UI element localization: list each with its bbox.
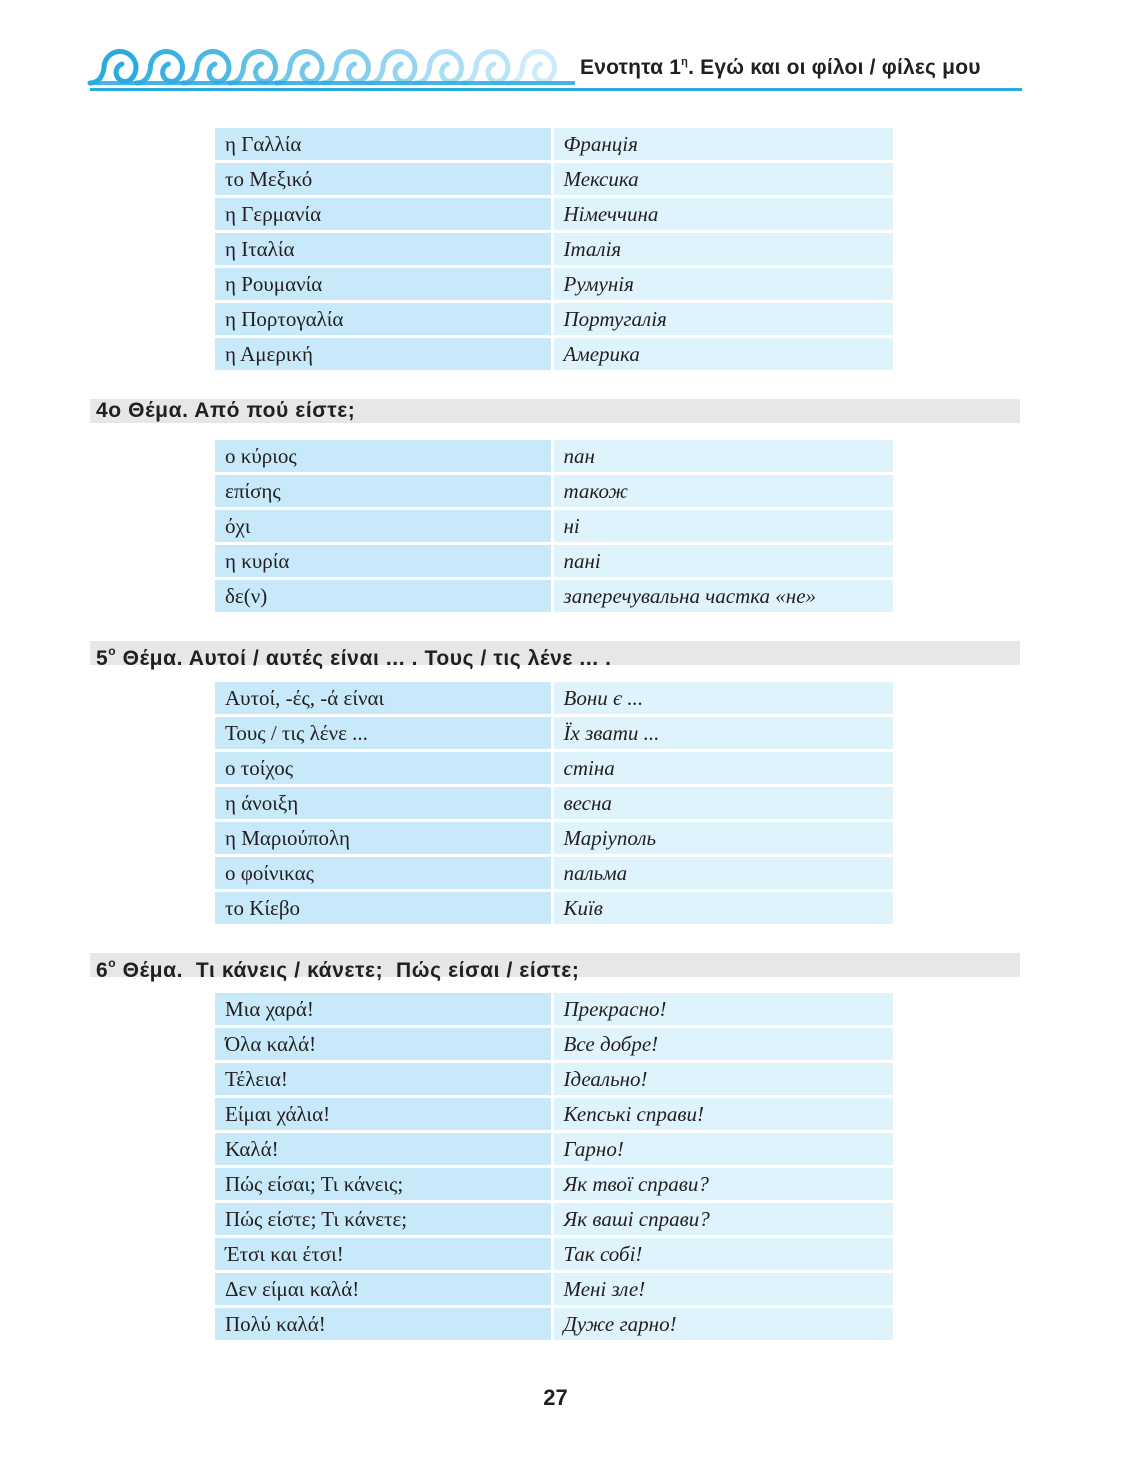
greek-term: επίσης	[215, 474, 552, 509]
greek-term: η κυρία	[215, 544, 552, 579]
table-row	[215, 1062, 893, 1097]
greek-term: Έτσι και έτσι!	[215, 1237, 552, 1272]
ukrainian-translation: пані	[552, 544, 893, 579]
table-row	[215, 337, 893, 372]
table-row	[215, 1272, 893, 1307]
vocabulary-table-section-4	[215, 440, 893, 615]
greek-term: Δεν είμαι καλά!	[215, 1272, 552, 1307]
table-row	[215, 232, 893, 267]
greek-term: ο κύριος	[215, 440, 552, 474]
ukrainian-translation: Як ваші справи?	[552, 1202, 893, 1237]
table-row	[215, 993, 893, 1027]
header-title: Ενοτητα $1^\eta$. Εγώ και οι φίλοι / φίλες μου	[580, 56, 981, 79]
greek-term: Όλα καλά!	[215, 1027, 552, 1062]
greek-term: Τους / τις λένε ...	[215, 716, 552, 751]
greek-term: Μια χαρά!	[215, 993, 552, 1027]
ukrainian-translation: Німеччина	[552, 197, 893, 232]
ukrainian-translation: Так собі!	[552, 1237, 893, 1272]
ukrainian-translation: Дуже гарно!	[552, 1307, 893, 1342]
greek-term: η Ρουμανία	[215, 267, 552, 302]
greek-term: το Μεξικό	[215, 162, 552, 197]
ukrainian-translation: Мені зле!	[552, 1272, 893, 1307]
table-row	[215, 267, 893, 302]
table-row	[215, 544, 893, 579]
greek-term: η Γαλλία	[215, 128, 552, 162]
greek-term: ο φοίνικας	[215, 856, 552, 891]
greek-term: η Γερμανία	[215, 197, 552, 232]
wave-scroll	[183, 52, 229, 83]
ukrainian-translation: Кепські справи!	[552, 1097, 893, 1132]
table-row	[215, 1097, 893, 1132]
table-row	[215, 716, 893, 751]
vocabulary-table-section-6	[215, 993, 893, 1343]
wave-scroll	[276, 52, 322, 83]
wave-scroll	[462, 52, 508, 83]
greek-term: Είμαι χάλια!	[215, 1097, 552, 1132]
page-number: 27	[543, 1385, 568, 1410]
table-row	[215, 302, 893, 337]
ukrainian-translation: заперечувальна частка «не»	[552, 579, 893, 614]
greek-term: η Ιταλία	[215, 232, 552, 267]
ukrainian-translation: весна	[552, 786, 893, 821]
table-row	[215, 786, 893, 821]
table-row	[215, 440, 893, 474]
greek-term: το Κίεβο	[215, 891, 552, 926]
vocabulary-table-countries	[215, 128, 893, 373]
ukrainian-translation: Як твої справи?	[552, 1167, 893, 1202]
wave-scroll	[416, 52, 462, 83]
vocabulary-table-section-5	[215, 682, 893, 927]
ukrainian-translation: Америка	[552, 337, 893, 372]
ukrainian-translation: Франція	[552, 128, 893, 162]
ukrainian-translation: Вони є ...	[552, 682, 893, 716]
ukrainian-translation: стіна	[552, 751, 893, 786]
table-row	[215, 579, 893, 614]
wave-scroll	[369, 52, 415, 83]
greek-term: Πολύ καλά!	[215, 1307, 552, 1342]
page-header	[0, 0, 1133, 100]
ukrainian-translation: Ідеально!	[552, 1062, 893, 1097]
wave-scroll	[90, 52, 136, 83]
ukrainian-translation: Румунія	[552, 267, 893, 302]
table-row	[215, 1027, 893, 1062]
section-heading-4: 4ο Θέμα. Από πού είστε;	[90, 399, 1020, 423]
table-row	[215, 1307, 893, 1342]
table-row	[215, 1132, 893, 1167]
ukrainian-translation: Їх звати ...	[552, 716, 893, 751]
ukrainian-translation: пальма	[552, 856, 893, 891]
table-row	[215, 474, 893, 509]
table-row	[215, 162, 893, 197]
ukrainian-translation: Мексика	[552, 162, 893, 197]
table-row	[215, 197, 893, 232]
table-row	[215, 509, 893, 544]
greek-term: όχι	[215, 509, 552, 544]
table-row	[215, 1167, 893, 1202]
ukrainian-translation: Прекрасно!	[552, 993, 893, 1027]
wave-scroll	[230, 52, 276, 83]
ukrainian-translation: Португалія	[552, 302, 893, 337]
wave-scroll	[137, 52, 183, 83]
ukrainian-translation: Все добре!	[552, 1027, 893, 1062]
wave-scroll	[509, 52, 555, 83]
header-rule	[90, 88, 1022, 91]
greek-term: Αυτοί, -ές, -ά είναι	[215, 682, 552, 716]
greek-term: δε(ν)	[215, 579, 552, 614]
greek-term: ο τοίχος	[215, 751, 552, 786]
ukrainian-translation: Гарно!	[552, 1132, 893, 1167]
table-row	[215, 856, 893, 891]
ukrainian-translation: Італія	[552, 232, 893, 267]
greek-wave-ornament-icon	[0, 0, 600, 100]
section-heading-5: $5^o$ Θέμα. Αυτοί / αυτές είναι ... . Τους / τις λένε ... .	[90, 641, 1020, 665]
greek-term: Καλά!	[215, 1132, 552, 1167]
greek-term: η Αμερική	[215, 337, 552, 372]
ukrainian-translation: ні	[552, 509, 893, 544]
ukrainian-translation: Київ	[552, 891, 893, 926]
table-row	[215, 1202, 893, 1237]
ukrainian-translation: пан	[552, 440, 893, 474]
table-row	[215, 821, 893, 856]
greek-term: η άνοιξη	[215, 786, 552, 821]
wave-scroll	[323, 52, 369, 83]
table-row	[215, 128, 893, 162]
greek-term: Πώς είσαι; Τι κάνεις;	[215, 1167, 552, 1202]
table-row	[215, 891, 893, 926]
table-row	[215, 751, 893, 786]
greek-term: η Μαριούπολη	[215, 821, 552, 856]
table-row	[215, 682, 893, 716]
section-heading-6: $6^o$ Θέμα. Τι κάνεις / κάνετε; Πώς είσαι / είστε;	[90, 953, 1020, 977]
greek-term: Τέλεια!	[215, 1062, 552, 1097]
ukrainian-translation: Маріуполь	[552, 821, 893, 856]
greek-term: η Πορτογαλία	[215, 302, 552, 337]
table-row	[215, 1237, 893, 1272]
greek-term: Πώς είστε; Τι κάνετε;	[215, 1202, 552, 1237]
ukrainian-translation: також	[552, 474, 893, 509]
